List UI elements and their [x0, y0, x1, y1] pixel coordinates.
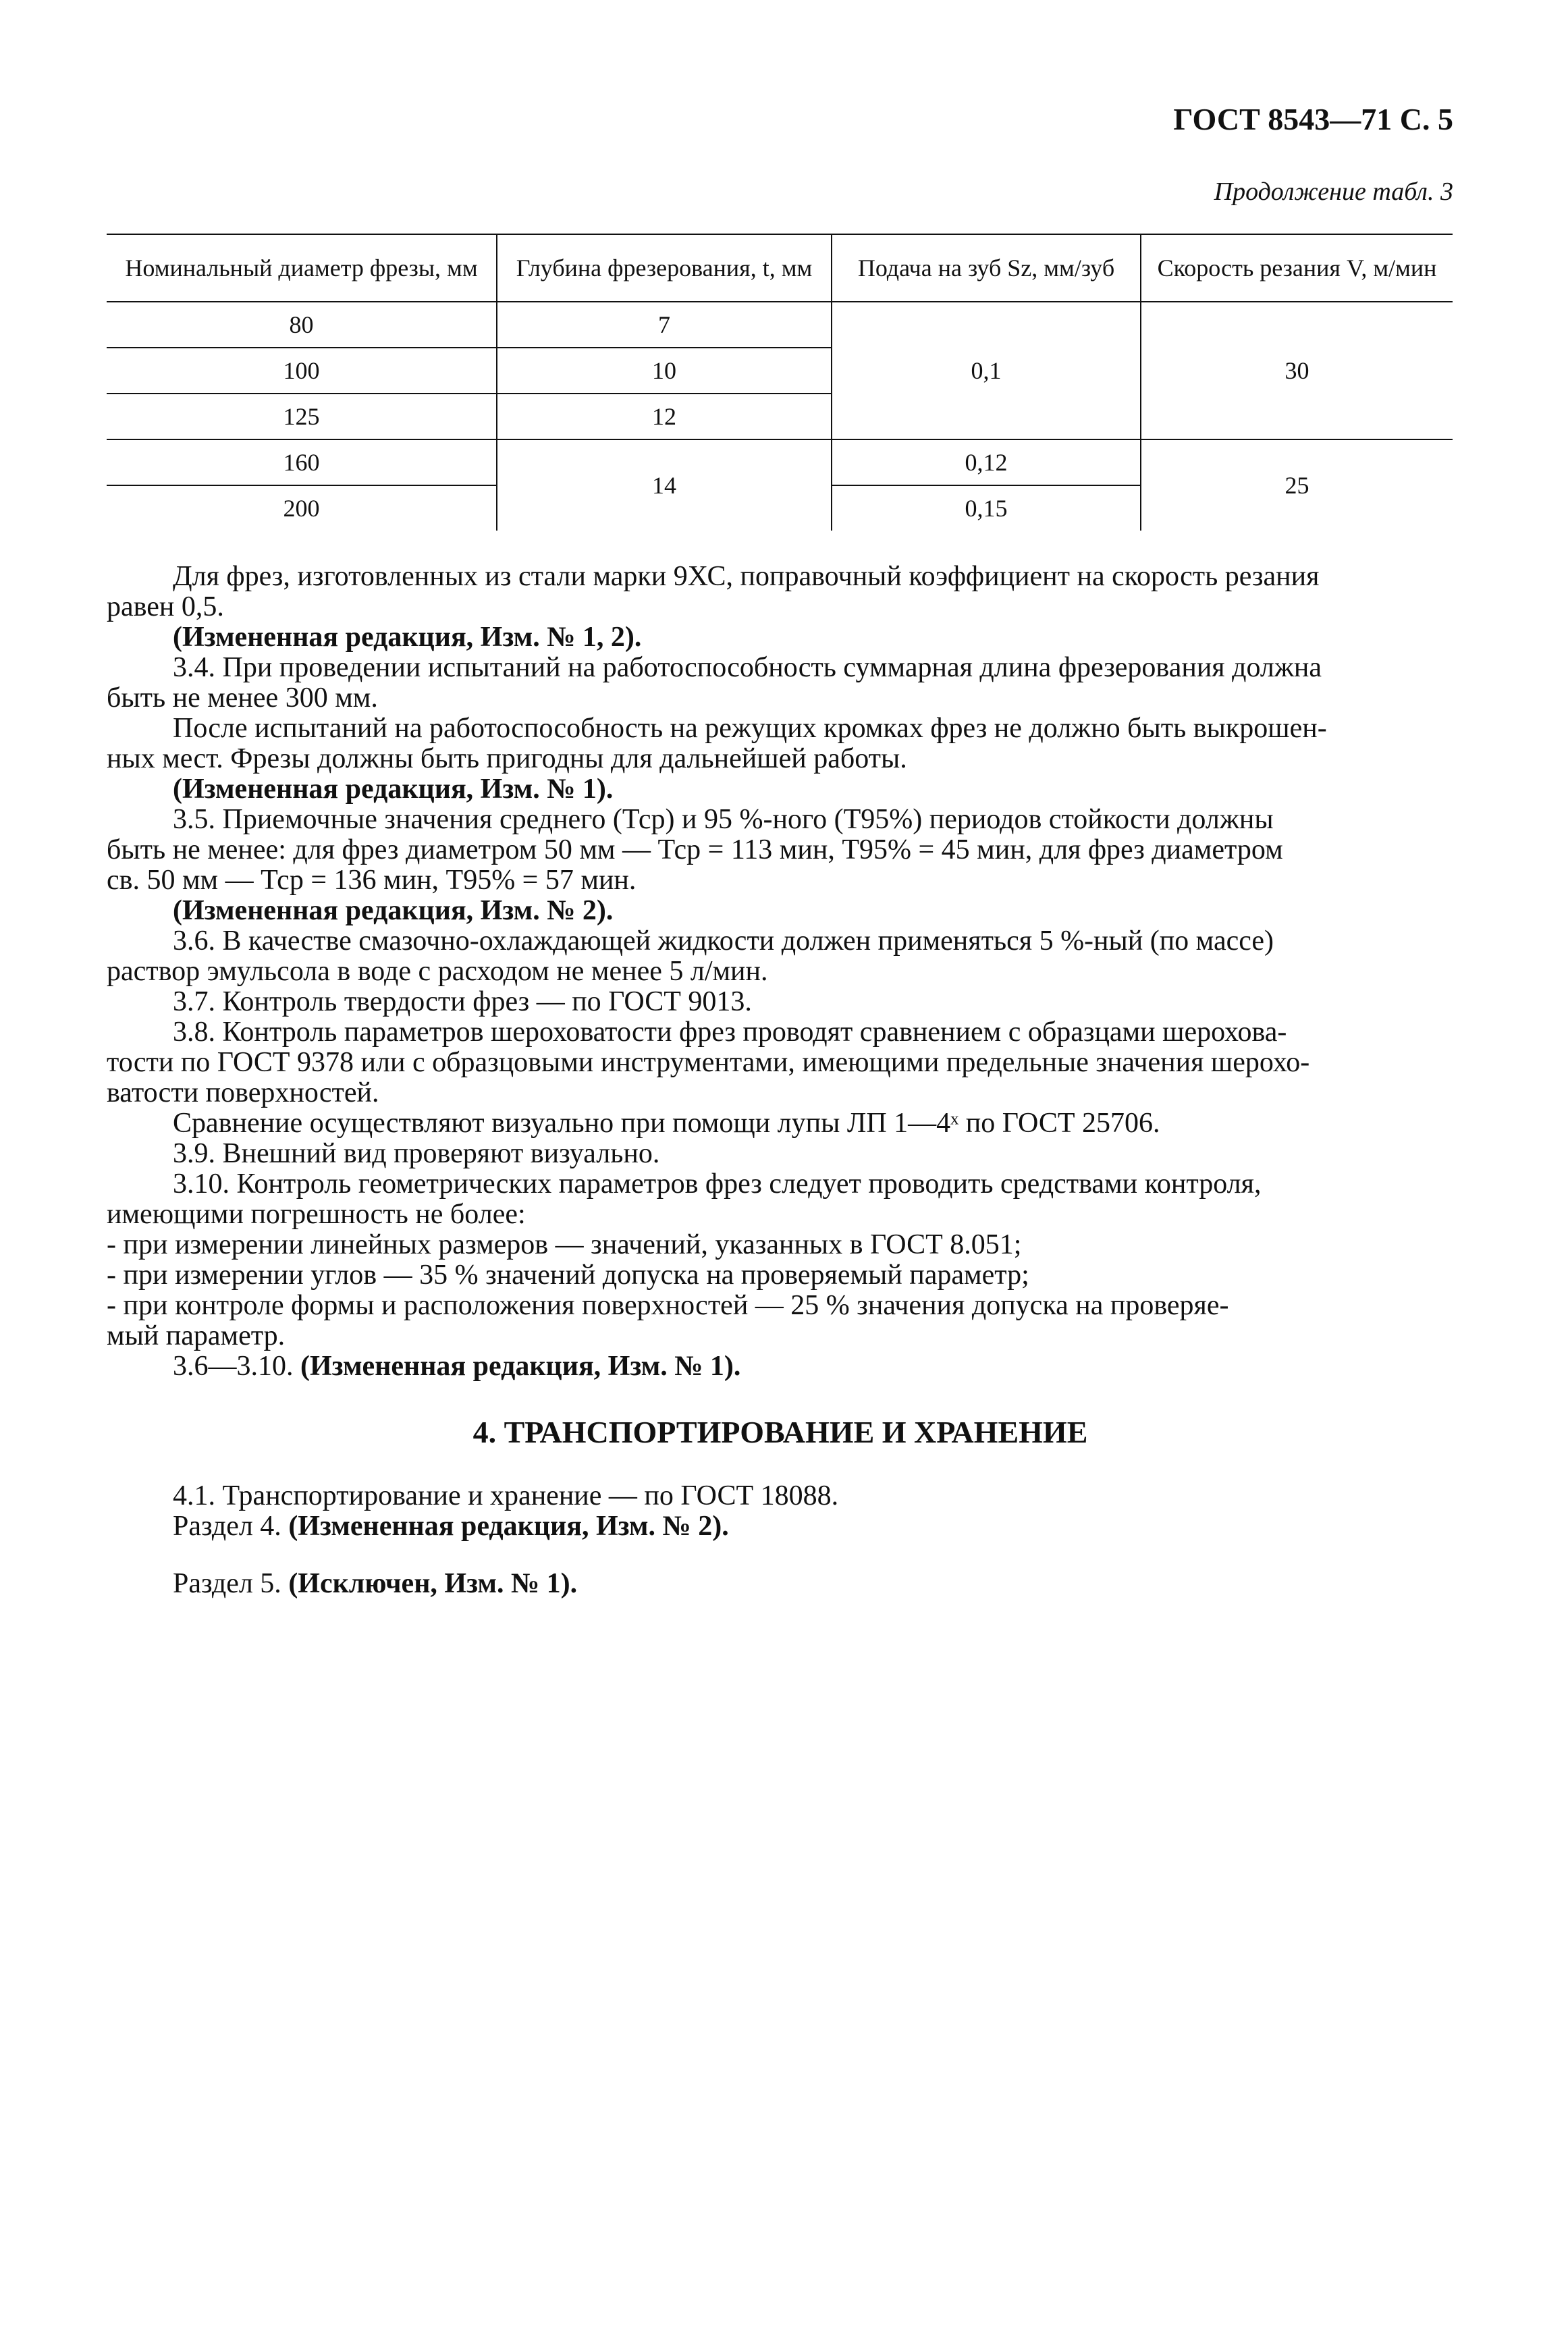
- amendment-note: (Измененная редакция, Изм. № 1).: [173, 774, 614, 805]
- cell-feed: 0,15: [832, 485, 1141, 531]
- amendment-note: [173, 1511, 1454, 1542]
- amendment-note: (Измененная редакция, Изм. № 1, 2).: [173, 622, 642, 653]
- cell-speed: 30: [1141, 302, 1453, 439]
- col-header-feed: Подача на зуб Sz, мм/зуб: [832, 234, 1141, 302]
- cell-depth: 7: [497, 302, 832, 348]
- paragraph: св. 50 мм — Тср = 136 мин, Т95% = 57 мин.: [107, 865, 637, 896]
- paragraph: 3.5. Приемочные значения среднего (Тср) и 95 %-ного (Т95%) периодов стойкости должны: [173, 804, 1274, 835]
- paragraph: быть не менее 300 мм.: [107, 682, 378, 714]
- paragraph: Сравнение осуществляют визуально при помощи лупы ЛП 1—4ˣ по ГОСТ 25706.: [173, 1108, 1160, 1139]
- cell-diameter: 200: [107, 485, 497, 531]
- amendment-note: [173, 1569, 1454, 1599]
- paragraph: быть не менее: для фрез диаметром 50 мм — Тср = 113 мин, Т95% = 45 мин, для фрез диаметром: [107, 834, 1283, 865]
- amendment-text: (Исключен, Изм. № 1).: [288, 1568, 578, 1599]
- paragraph: раствор эмульсола в воде с расходом не менее 5 л/мин.: [107, 956, 768, 987]
- cell-feed: 0,12: [832, 439, 1141, 485]
- section-heading: 4. ТРАНСПОРТИРОВАНИЕ И ХРАНЕНИЕ: [472, 1415, 1088, 1449]
- cell-diameter: 100: [107, 348, 497, 394]
- paragraph: 3.9. Внешний вид проверяют визуально.: [173, 1138, 660, 1169]
- paragraph: Для фрез, изготовленных из стали марки 9ХС, поправочный коэффициент на скорость резания: [173, 561, 1320, 592]
- amendment-text: (Измененная редакция, Изм. № 2).: [288, 1511, 729, 1542]
- cell-depth: 12: [497, 394, 832, 439]
- amendment-text: (Измененная редакция, Изм. № 1).: [300, 1351, 741, 1382]
- paragraph: 3.7. Контроль твердости фрез — по ГОСТ 9013.: [173, 986, 752, 1017]
- col-header-speed: Скорость резания V, м/мин: [1141, 234, 1453, 302]
- cell-depth: 10: [497, 348, 832, 394]
- paragraph: 3.8. Контроль параметров шероховатости фрез проводят сравнением с образцами шерохова-: [173, 1017, 1287, 1048]
- paragraph: 3.4. При проведении испытаний на работоспособность суммарная длина фрезерования должна: [173, 652, 1322, 683]
- list-item: мый параметр.: [107, 1320, 286, 1351]
- paragraph: имеющими погрешность не более:: [107, 1199, 526, 1230]
- cell-feed: 0,1: [832, 302, 1141, 439]
- amendment-note: [173, 1351, 1454, 1382]
- table-continuation-label: Продолжение табл. 3: [1214, 178, 1453, 206]
- amendment-prefix: Раздел 5.: [173, 1568, 281, 1599]
- list-item: - при измерении углов — 35 % значений допуска на проверяемый параметр;: [107, 1260, 1029, 1291]
- amendment-note: (Измененная редакция, Изм. № 2).: [173, 895, 614, 926]
- paragraph: равен 0,5.: [107, 591, 224, 622]
- col-header-depth: Глубина фрезерования, t, мм: [497, 234, 832, 302]
- paragraph: 4.1. Транспортирование и хранение — по ГОСТ 18088.: [173, 1480, 839, 1511]
- paragraph: тости по ГОСТ 9378 или с образцовыми инструментами, имеющими предельные значения шерохо-: [107, 1047, 1310, 1078]
- list-item: - при измерении линейных размеров — значений, указанных в ГОСТ 8.051;: [107, 1229, 1022, 1260]
- col-header-diameter: Номинальный диаметр фрезы, мм: [107, 234, 497, 302]
- amendment-prefix: Раздел 4.: [173, 1511, 281, 1542]
- page-header: ГОСТ 8543—71 С. 5: [1173, 102, 1453, 136]
- paragraph: После испытаний на работоспособность на режущих кромках фрез не должно быть выкрошен-: [173, 713, 1327, 744]
- cell-diameter: 125: [107, 394, 497, 439]
- amendment-prefix: 3.6—3.10.: [173, 1351, 294, 1382]
- list-item: - при контроле формы и расположения поверхностей — 25 % значения допуска на проверяе-: [107, 1290, 1229, 1321]
- document-body: [107, 561, 1454, 1599]
- paragraph: 3.6. В качестве смазочно-охлаждающей жидкости должен применяться 5 %-ный (по массе): [173, 925, 1274, 957]
- cell-depth: 14: [497, 439, 832, 531]
- cutting-modes-table: [107, 234, 1453, 531]
- paragraph: ных мест. Фрезы должны быть пригодны для дальнейшей работы.: [107, 743, 907, 774]
- paragraph: 3.10. Контроль геометрических параметров фрез следует проводить средствами контроля,: [173, 1168, 1262, 1200]
- cell-diameter: 80: [107, 302, 497, 348]
- cell-speed: 25: [1141, 439, 1453, 531]
- cell-diameter: 160: [107, 439, 497, 485]
- paragraph: ватости поверхностей.: [107, 1077, 379, 1108]
